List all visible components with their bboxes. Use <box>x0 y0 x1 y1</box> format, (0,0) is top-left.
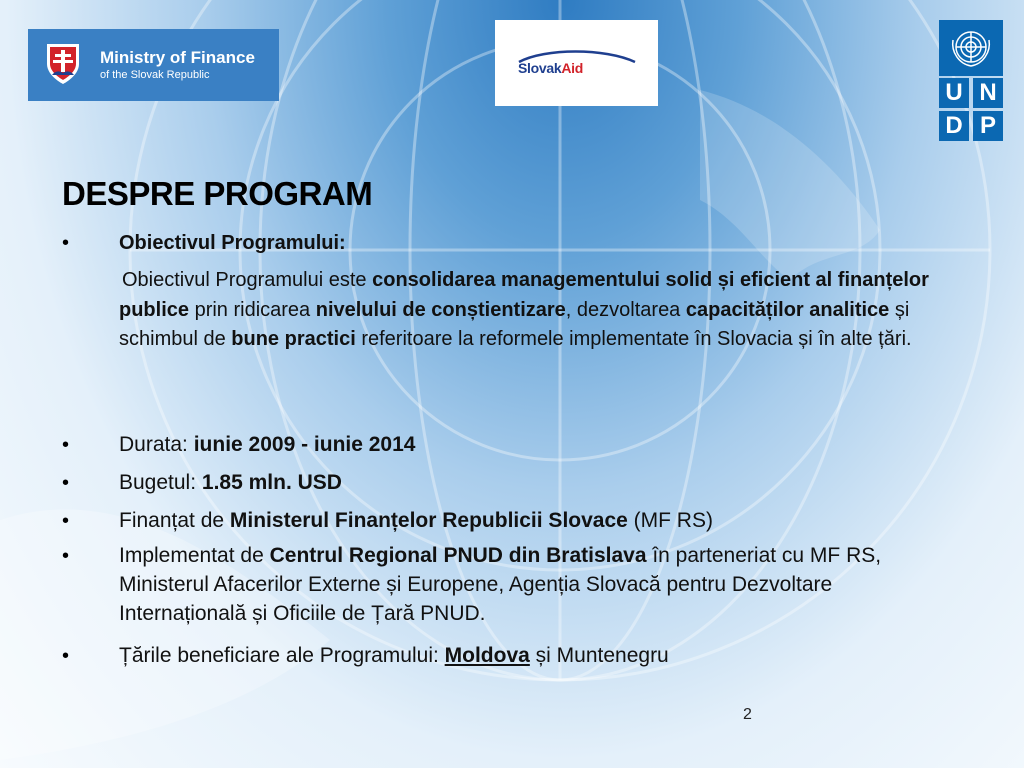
budget-line <box>119 468 979 497</box>
undp-letter-p: P <box>973 111 1003 141</box>
page-number: 2 <box>743 706 752 723</box>
objective-text-8: referitoare la reformele implementate în Slovacia și în alte țări. <box>355 328 912 350</box>
implemented-prefix: Implementat de <box>119 544 270 567</box>
objective-paragraph <box>119 266 969 355</box>
slide-heading: DESPRE PROGRAM <box>62 175 373 212</box>
undp-letter-u: U <box>939 78 969 108</box>
objective-text-5: capacităților analitice <box>685 298 890 321</box>
slovak-coat-of-arms-icon <box>45 42 81 86</box>
bullet-marker: • <box>62 510 70 532</box>
aid-word-slovak: Slovak <box>518 60 562 76</box>
bullet-marker: • <box>62 545 70 567</box>
bullet-marker: • <box>62 645 70 667</box>
objective-text-4: , dezvoltarea <box>565 298 686 321</box>
budget-label: Bugetul: <box>119 471 202 494</box>
undp-letter-n: N <box>973 78 1003 108</box>
beneficiaries-prefix: Țările beneficiare ale Programului: <box>119 644 445 667</box>
bullet-marker: • <box>62 232 70 254</box>
duration-value: iunie 2009 - iunie 2014 <box>193 433 416 456</box>
un-emblem-block <box>939 20 1003 76</box>
duration-label: Durata: <box>119 433 194 456</box>
beneficiaries-suffix: și Muntenegru <box>529 644 669 667</box>
beneficiary-moldova: Moldova <box>444 644 530 667</box>
bullet-marker: • <box>62 434 70 456</box>
implemented-line <box>119 541 959 628</box>
objective-text-6: și schimbul de <box>119 298 910 350</box>
implemented-suffix: în parteneriat cu MF RS, Ministerul Afacerilor Externe și Europene, Agenția Slovacă pentru Dezvoltare Internațională și Oficiile de Țară PNUD. <box>119 544 882 625</box>
ministry-of-finance-logo <box>28 29 279 101</box>
funded-prefix: Finanțat de <box>119 509 230 532</box>
duration-line <box>119 430 979 459</box>
slovak-aid-wordmark <box>518 60 583 76</box>
objective-text-7: bune practici <box>231 328 356 350</box>
ministry-title: Ministry of Finance <box>100 48 255 67</box>
objective-label: Obiectivul Programului: <box>119 232 346 254</box>
un-globe-icon <box>939 20 1003 76</box>
objective-text-2: prin ridicarea <box>189 298 316 321</box>
budget-value: 1.85 mln. USD <box>201 471 342 494</box>
objective-text-1: consolidarea managementului solid și eficient al finanțelor publice <box>119 269 929 321</box>
objective-text-0: Obiectivul Programului este <box>122 269 373 291</box>
aid-word-aid: Aid <box>561 60 583 76</box>
funded-line <box>119 506 979 535</box>
bullet-marker: • <box>62 472 70 494</box>
objective-text-3: nivelului de conștientizare <box>315 298 566 321</box>
beneficiaries-line <box>119 641 979 670</box>
implemented-entity: Centrul Regional PNUD din Bratislava <box>269 544 647 567</box>
undp-logo <box>939 20 1003 141</box>
slovak-aid-logo <box>495 20 658 106</box>
funded-suffix: (MF RS) <box>627 509 713 532</box>
undp-letter-d: D <box>939 111 969 141</box>
ministry-subtitle: of the Slovak Republic <box>100 69 210 81</box>
funded-entity: Ministerul Finanțelor Republicii Slovace <box>229 509 628 532</box>
